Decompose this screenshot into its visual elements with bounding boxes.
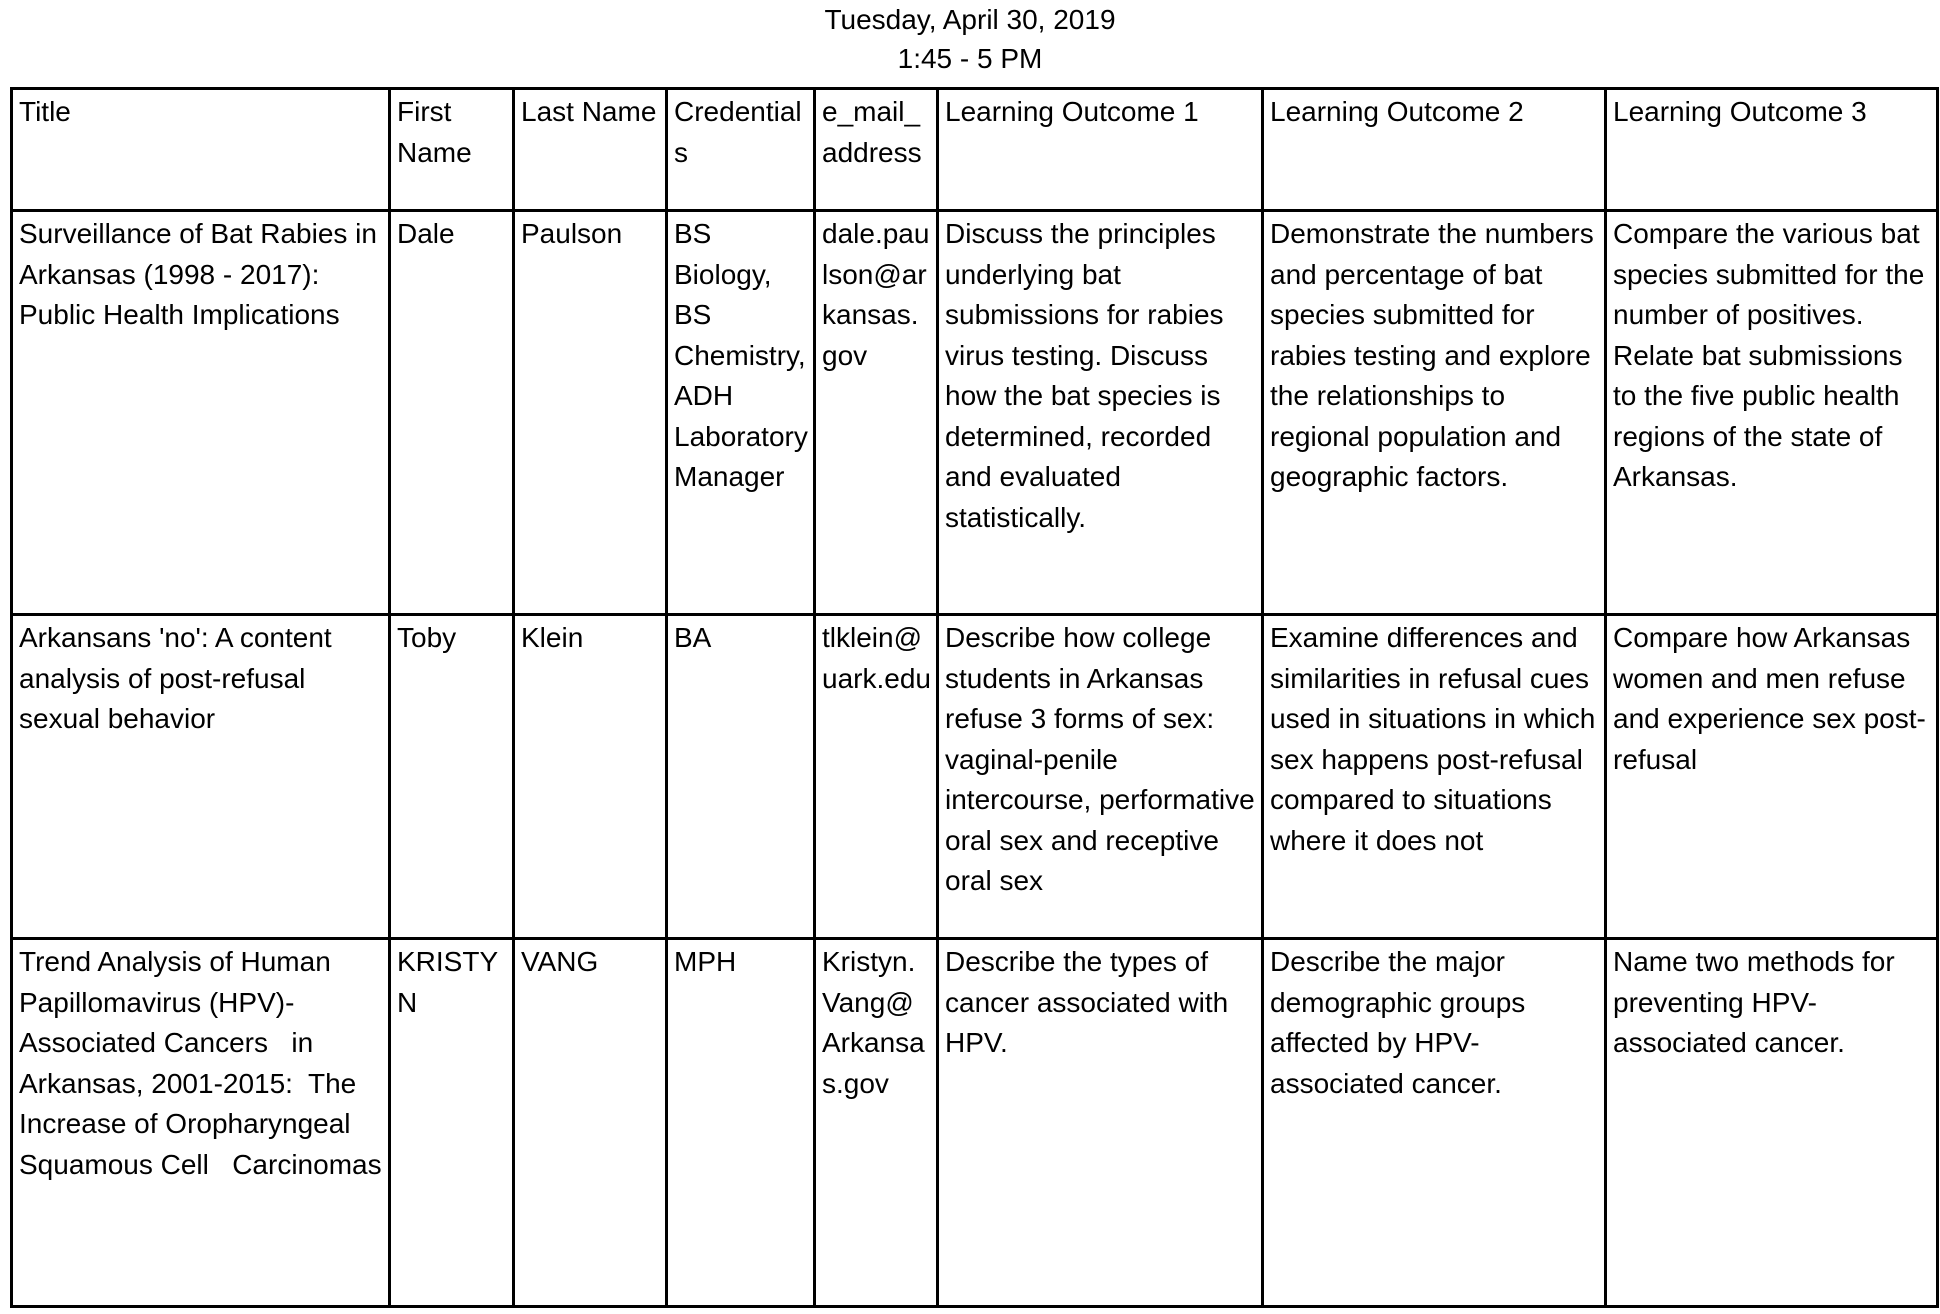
cell-credentials: MPH	[667, 939, 815, 1307]
cell-first-name: Toby	[390, 615, 514, 939]
table-header-row	[12, 89, 1938, 211]
cell-learning-outcome-3: Compare the various bat species submitted for the number of positives. Relate bat submissions to the five public health regions of the state of Arkansas.	[1606, 211, 1938, 615]
table-row	[12, 615, 1938, 939]
cell-first-name: KRISTYN	[390, 939, 514, 1307]
cell-learning-outcome-3: Name two methods for preventing HPV-associated cancer.	[1606, 939, 1938, 1307]
cell-credentials: BS Biology, BS Chemistry, ADH Laboratory Manager	[667, 211, 815, 615]
cell-email: Kristyn.Vang@Arkansas.gov	[815, 939, 938, 1307]
cell-last-name: Paulson	[514, 211, 667, 615]
column-header-title: Title	[12, 89, 390, 211]
cell-title: Trend Analysis of Human Papillomavirus (HPV)-Associated Cancers in Arkansas, 2001-2015: The Increase of Oropharyngeal Squamous Cell Carcinomas	[12, 939, 390, 1307]
cell-learning-outcome-1: Discuss the principles underlying bat submissions for rabies virus testing. Discuss how the bat species is determined, recorded and evaluated statistically.	[938, 211, 1263, 615]
cell-email: dale.paulson@arkansas.gov	[815, 211, 938, 615]
column-header-learning-outcome-3: Learning Outcome 3	[1606, 89, 1938, 211]
presentations-table	[10, 87, 1939, 1308]
cell-learning-outcome-2: Demonstrate the numbers and percentage of bat species submitted for rabies testing and explore the relationships to regional population and geographic factors.	[1263, 211, 1606, 615]
column-header-learning-outcome-1: Learning Outcome 1	[938, 89, 1263, 211]
column-header-email: e_mail_ address	[815, 89, 938, 211]
column-header-credentials: Credentials	[667, 89, 815, 211]
cell-learning-outcome-3: Compare how Arkansas women and men refuse and experience sex post-refusal	[1606, 615, 1938, 939]
cell-learning-outcome-1: Describe the types of cancer associated with HPV.	[938, 939, 1263, 1307]
cell-first-name: Dale	[390, 211, 514, 615]
cell-title: Arkansans 'no': A content analysis of post-refusal sexual behavior	[12, 615, 390, 939]
cell-email: tlklein@uark.edu	[815, 615, 938, 939]
column-header-last-name: Last Name	[514, 89, 667, 211]
cell-learning-outcome-2: Describe the major demographic groups affected by HPV-associated cancer.	[1263, 939, 1606, 1307]
table-row	[12, 211, 1938, 615]
session-date: Tuesday, April 30, 2019	[824, 4, 1116, 35]
cell-learning-outcome-2: Examine differences and similarities in refusal cues used in situations in which sex happens post-refusal compared to situations where it does not	[1263, 615, 1606, 939]
cell-title: Surveillance of Bat Rabies in Arkansas (1998 - 2017): Public Health Implications	[12, 211, 390, 615]
cell-credentials: BA	[667, 615, 815, 939]
column-header-learning-outcome-2: Learning Outcome 2	[1263, 89, 1606, 211]
cell-last-name: VANG	[514, 939, 667, 1307]
cell-learning-outcome-1: Describe how college students in Arkansas refuse 3 forms of sex: vaginal-penile intercourse, performative oral sex and receptive oral sex	[938, 615, 1263, 939]
session-header	[0, 0, 1940, 78]
column-header-first-name: First Name	[390, 89, 514, 211]
session-time: 1:45 - 5 PM	[897, 43, 1043, 74]
cell-last-name: Klein	[514, 615, 667, 939]
table-row	[12, 939, 1938, 1307]
